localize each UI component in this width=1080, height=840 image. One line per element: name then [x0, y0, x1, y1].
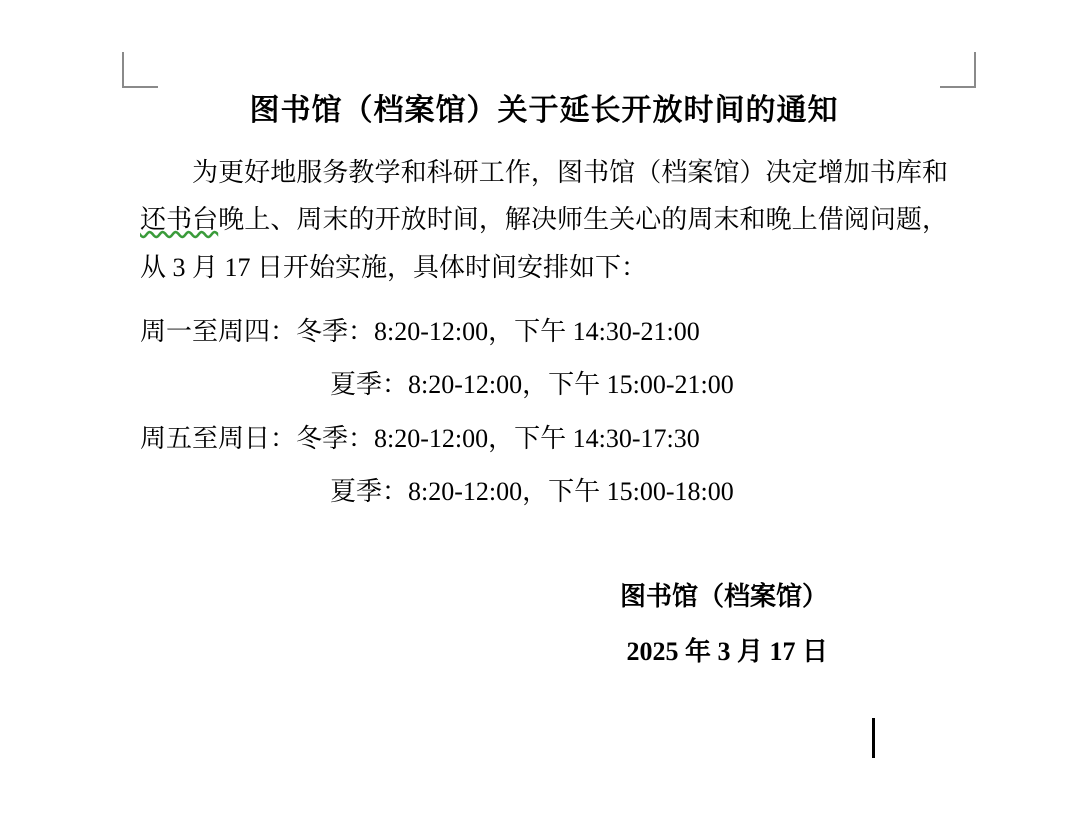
- schedule-label: 周五至周日：冬季：: [140, 423, 375, 453]
- schedule-label: 夏季：: [330, 476, 409, 506]
- schedule-line: [140, 358, 948, 411]
- schedule-line: [140, 412, 948, 465]
- document-body: [140, 88, 948, 679]
- notice-paragraph: [140, 149, 948, 291]
- signature-date: 2025 年 3 月 17 日: [626, 636, 828, 666]
- schedule-value: 8:20-12:00，下午 14:30-21:00: [374, 316, 700, 346]
- schedule-value: 8:20-12:00，下午 15:00-18:00: [408, 476, 734, 506]
- schedule-label: 夏季：: [330, 370, 409, 400]
- crop-mark-top-right: [940, 52, 976, 88]
- signature-block: [140, 570, 948, 679]
- signature-organization: 图书馆（档案馆）: [619, 582, 828, 612]
- text-cursor: [872, 718, 875, 758]
- paragraph-segment-3: 晚上、周末的开放时间，解决师生关心的周末和晚上借阅问题，从 3 月 17 日开始实施，具体时间安排如下：: [140, 205, 948, 282]
- schedule-label: 周一至周四：冬季：: [140, 316, 375, 346]
- crop-mark-top-left: [122, 52, 158, 88]
- paragraph-segment-spellcheck: 还书台: [140, 205, 219, 235]
- schedule-line: [140, 465, 948, 518]
- schedule-block: [140, 305, 948, 518]
- schedule-line: [140, 305, 948, 358]
- page-title: 图书馆（档案馆）关于延长开放时间的通知: [249, 94, 839, 127]
- paragraph-segment-1: 为更好地服务教学和科研工作，图书馆（档案馆）决定增加书库和: [192, 158, 948, 187]
- schedule-value: 8:20-12:00，下午 14:30-17:30: [374, 423, 700, 453]
- schedule-value: 8:20-12:00，下午 15:00-21:00: [408, 370, 734, 400]
